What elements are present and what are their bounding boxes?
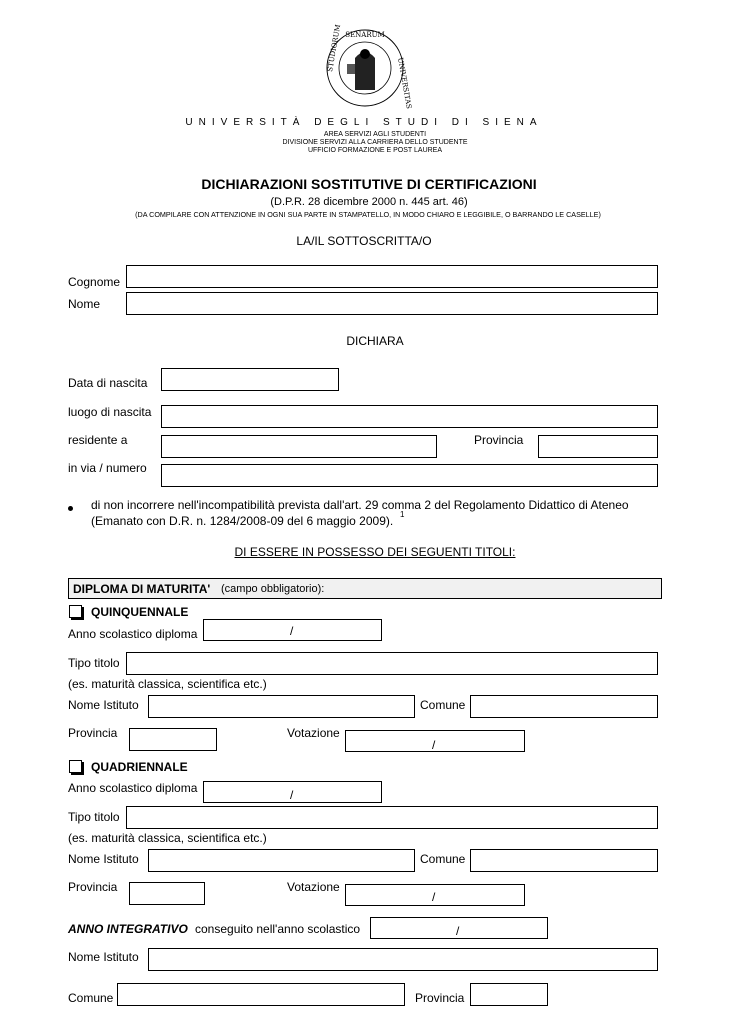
via-label: in via / numero — [68, 461, 147, 475]
q5-istituto-label: Nome Istituto — [68, 698, 139, 712]
provincia-label: Provincia — [474, 433, 524, 447]
integrativo-provincia-field[interactable] — [470, 983, 548, 1006]
integrativo-istituto-field[interactable] — [148, 948, 658, 971]
data-nascita-field[interactable] — [161, 368, 339, 391]
q5-votazione-slash: / — [432, 738, 436, 752]
q4-comune-field[interactable] — [470, 849, 658, 872]
integrativo-comune-label: Comune — [68, 991, 114, 1005]
svg-text:SENARUM: SENARUM — [345, 31, 385, 39]
q5-tipo-field[interactable] — [126, 652, 658, 675]
q4-comune-label: Comune — [420, 852, 466, 866]
integrativo-slash: / — [456, 924, 460, 938]
q5-provincia-label: Provincia — [68, 726, 118, 740]
declarant-heading: LA/IL SOTTOSCRITTA/O — [296, 234, 432, 248]
footnote-marker: 1 — [400, 510, 405, 519]
q4-anno-label: Anno scolastico diploma — [68, 781, 198, 795]
q5-anno-slash: / — [290, 624, 294, 638]
cognome-label: Cognome — [68, 275, 121, 289]
dichiara-heading: DICHIARA — [346, 334, 404, 348]
integrativo-label: ANNO INTEGRATIVO — [68, 922, 188, 936]
q5-comune-field[interactable] — [470, 695, 658, 718]
q4-istituto-field[interactable] — [148, 849, 415, 872]
q4-tipo-field[interactable] — [126, 806, 658, 829]
office-line-1: AREA SERVIZI AGLI STUDENTI — [323, 131, 427, 138]
quinquennale-checkbox[interactable] — [69, 605, 82, 618]
integrativo-istituto-label: Nome Istituto — [68, 950, 139, 964]
residente-field[interactable] — [161, 435, 437, 458]
diploma-label: DIPLOMA DI MATURITA' — [73, 582, 211, 596]
seal-icon — [325, 23, 413, 110]
diploma-note: (campo obbligatorio): — [221, 583, 325, 595]
quadriennale-checkbox[interactable] — [69, 760, 82, 773]
q4-votazione-label: Votazione — [287, 880, 340, 894]
office-line-3: UFFICIO FORMAZIONE E POST LAUREA — [307, 147, 443, 154]
q4-istituto-label: Nome Istituto — [68, 852, 139, 866]
q5-anno-label: Anno scolastico diploma — [68, 627, 198, 641]
data-nascita-label: Data di nascita — [68, 376, 148, 390]
provincia-field[interactable] — [538, 435, 658, 458]
luogo-nascita-field[interactable] — [161, 405, 658, 428]
incompatibility-text-1: di non incorrere nell'incompatibilità prevista dall'art. 29 comma 2 del Regolamento Didattico di Ateneo — [91, 498, 629, 512]
svg-text:UNIVERSITAS: UNIVERSITAS — [396, 56, 413, 110]
q4-anno-slash: / — [290, 788, 294, 802]
integrativo-provincia-label: Provincia — [415, 991, 465, 1005]
quadriennale-label: QUADRIENNALE — [91, 760, 188, 774]
luogo-nascita-label: luogo di nascita — [68, 405, 152, 419]
q5-tipo-label: Tipo titolo — [68, 656, 120, 670]
q4-votazione-slash: / — [432, 890, 436, 904]
nome-field[interactable] — [126, 292, 658, 315]
via-field[interactable] — [161, 464, 658, 487]
q5-istituto-field[interactable] — [148, 695, 415, 718]
svg-text:STUDIORUM: STUDIORUM — [326, 23, 343, 73]
q4-provincia-field[interactable] — [129, 882, 205, 905]
q5-esempio: (es. maturità classica, scientifica etc.) — [68, 677, 267, 691]
nome-label: Nome — [68, 297, 101, 311]
page-title: DICHIARAZIONI SOSTITUTIVE DI CERTIFICAZIONI — [201, 176, 537, 192]
integrativo-comune-field[interactable] — [117, 983, 405, 1006]
instructions: (DA COMPILARE CON ATTENZIONE IN OGNI SUA PARTE IN STAMPATELLO, IN MODO CHIARO E LEGGIBILE, O BARRANDO LE CASELLE) — [135, 210, 601, 219]
integrativo-text: conseguito nell'anno scolastico — [195, 922, 361, 936]
university-name: UNIVERSITÀ DEGLI STUDI DI SIENA — [185, 117, 543, 128]
bullet-dot — [68, 506, 73, 511]
q4-provincia-label: Provincia — [68, 880, 118, 894]
incompatibility-text-2: (Emanato con D.R. n. 1284/2008-09 del 6 maggio 2009). — [91, 514, 394, 528]
q4-tipo-label: Tipo titolo — [68, 810, 120, 824]
page-subtitle: (D.P.R. 28 dicembre 2000 n. 445 art. 46) — [270, 196, 468, 208]
residente-label: residente a — [68, 433, 128, 447]
titles-heading: DI ESSERE IN POSSESSO DEI SEGUENTI TITOLI: — [234, 545, 516, 559]
q5-provincia-field[interactable] — [129, 728, 217, 751]
q5-votazione-label: Votazione — [287, 726, 340, 740]
quinquennale-label: QUINQUENNALE — [91, 605, 189, 619]
q5-comune-label: Comune — [420, 698, 466, 712]
office-line-2: DIVISIONE SERVIZI ALLA CARRIERA DELLO STUDENTE — [282, 139, 468, 146]
q4-esempio: (es. maturità classica, scientifica etc.) — [68, 831, 267, 845]
diploma-header — [68, 578, 662, 599]
cognome-field[interactable] — [126, 265, 658, 288]
university-seal — [325, 23, 413, 110]
